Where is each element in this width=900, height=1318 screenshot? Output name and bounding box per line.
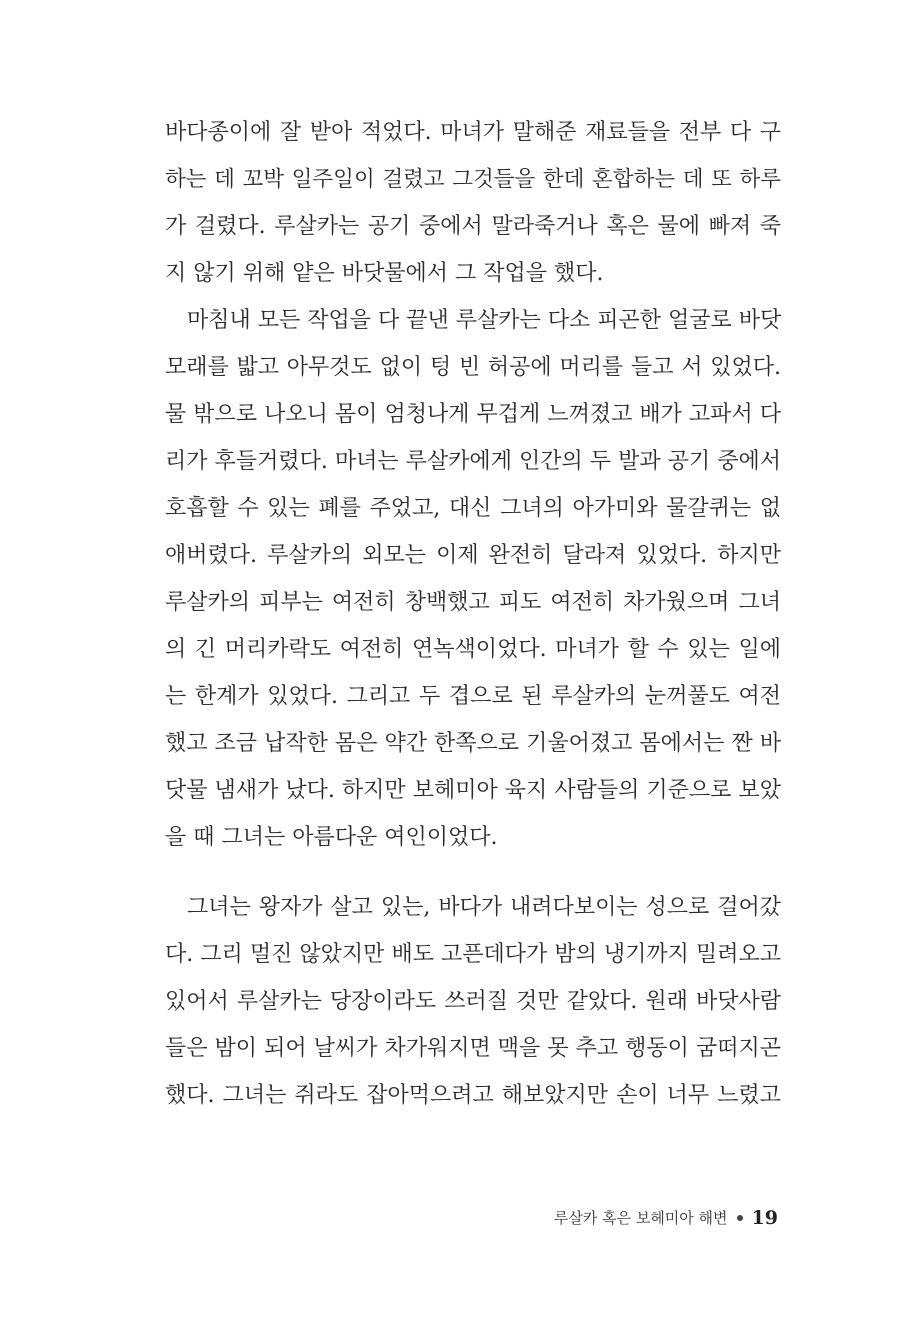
text-line: 했다. 그녀는 쥐라도 잡아먹으려고 해보았지만 손이 너무 느렸고	[165, 1083, 781, 1108]
text-block-upper	[165, 109, 781, 861]
page-number: 19	[751, 1207, 778, 1229]
text-line: 다. 그리 멀진 않았지만 배도 고픈데다가 밤의 냉기까지 밀려오고	[165, 942, 781, 967]
text-line: 의 긴 머리카락도 여전히 연녹색이었다. 마녀가 할 수 있는 일에	[165, 637, 781, 662]
text-line: 있어서 루살카는 당장이라도 쓰러질 것만 같았다. 원래 바닷사람	[165, 989, 781, 1014]
text-line: 그녀는 왕자가 살고 있는, 바다가 내려다보이는 성으로 걸어갔	[187, 895, 781, 920]
text-line: 가 걸렸다. 루살카는 공기 중에서 말라죽거나 혹은 물에 빠져 죽	[165, 214, 781, 239]
text-line: 는 한계가 있었다. 그리고 두 겹으로 된 루살카의 눈꺼풀도 여전	[165, 684, 781, 709]
text-line: 들은 밤이 되어 날씨가 차가워지면 맥을 못 추고 행동이 굼떠지곤	[165, 1036, 781, 1061]
page-footer	[554, 1203, 778, 1233]
running-title: 루살카 혹은 보헤미아 해변	[553, 1209, 728, 1227]
text-line: 바다종이에 잘 받아 적었다. 마녀가 말해준 재료들을 전부 다 구	[165, 120, 781, 145]
text-line: 하는 데 꼬박 일주일이 걸렸고 그것들을 한데 혼합하는 데 또 하루	[165, 167, 781, 192]
text-line: 모래를 밟고 아무것도 없이 텅 빈 허공에 머리를 들고 서 있었다.	[165, 355, 781, 380]
text-line: 지 않기 위해 얕은 바닷물에서 그 작업을 했다.	[165, 261, 604, 286]
text-line: 마침내 모든 작업을 다 끝낸 루살카는 다소 피곤한 얼굴로 바닷	[187, 308, 782, 333]
text-line: 호흡할 수 있는 폐를 주었고, 대신 그녀의 아가미와 물갈퀴는 없	[165, 496, 781, 521]
text-line: 루살카의 피부는 여전히 창백했고 피도 여전히 차가웠으며 그녀	[165, 590, 781, 615]
text-line: 닷물 냄새가 났다. 하지만 보헤미아 육지 사람들의 기준으로 보았	[165, 778, 781, 803]
text-line: 을 때 그녀는 아름다운 여인이었다.	[165, 825, 498, 850]
text-block-lower	[165, 884, 781, 1119]
text-line: 물 밖으로 나오니 몸이 엄청나게 무겁게 느껴졌고 배가 고파서 다	[165, 402, 781, 427]
bullet-dot-icon	[737, 1215, 743, 1221]
text-line: 했고 조금 납작한 몸은 약간 한쪽으로 기울어졌고 몸에서는 짠 바	[165, 731, 781, 756]
text-line: 리가 후들거렸다. 마녀는 루살카에게 인간의 두 발과 공기 중에서	[165, 449, 781, 474]
text-line: 애버렸다. 루살카의 외모는 이제 완전히 달라져 있었다. 하지만	[165, 543, 781, 568]
